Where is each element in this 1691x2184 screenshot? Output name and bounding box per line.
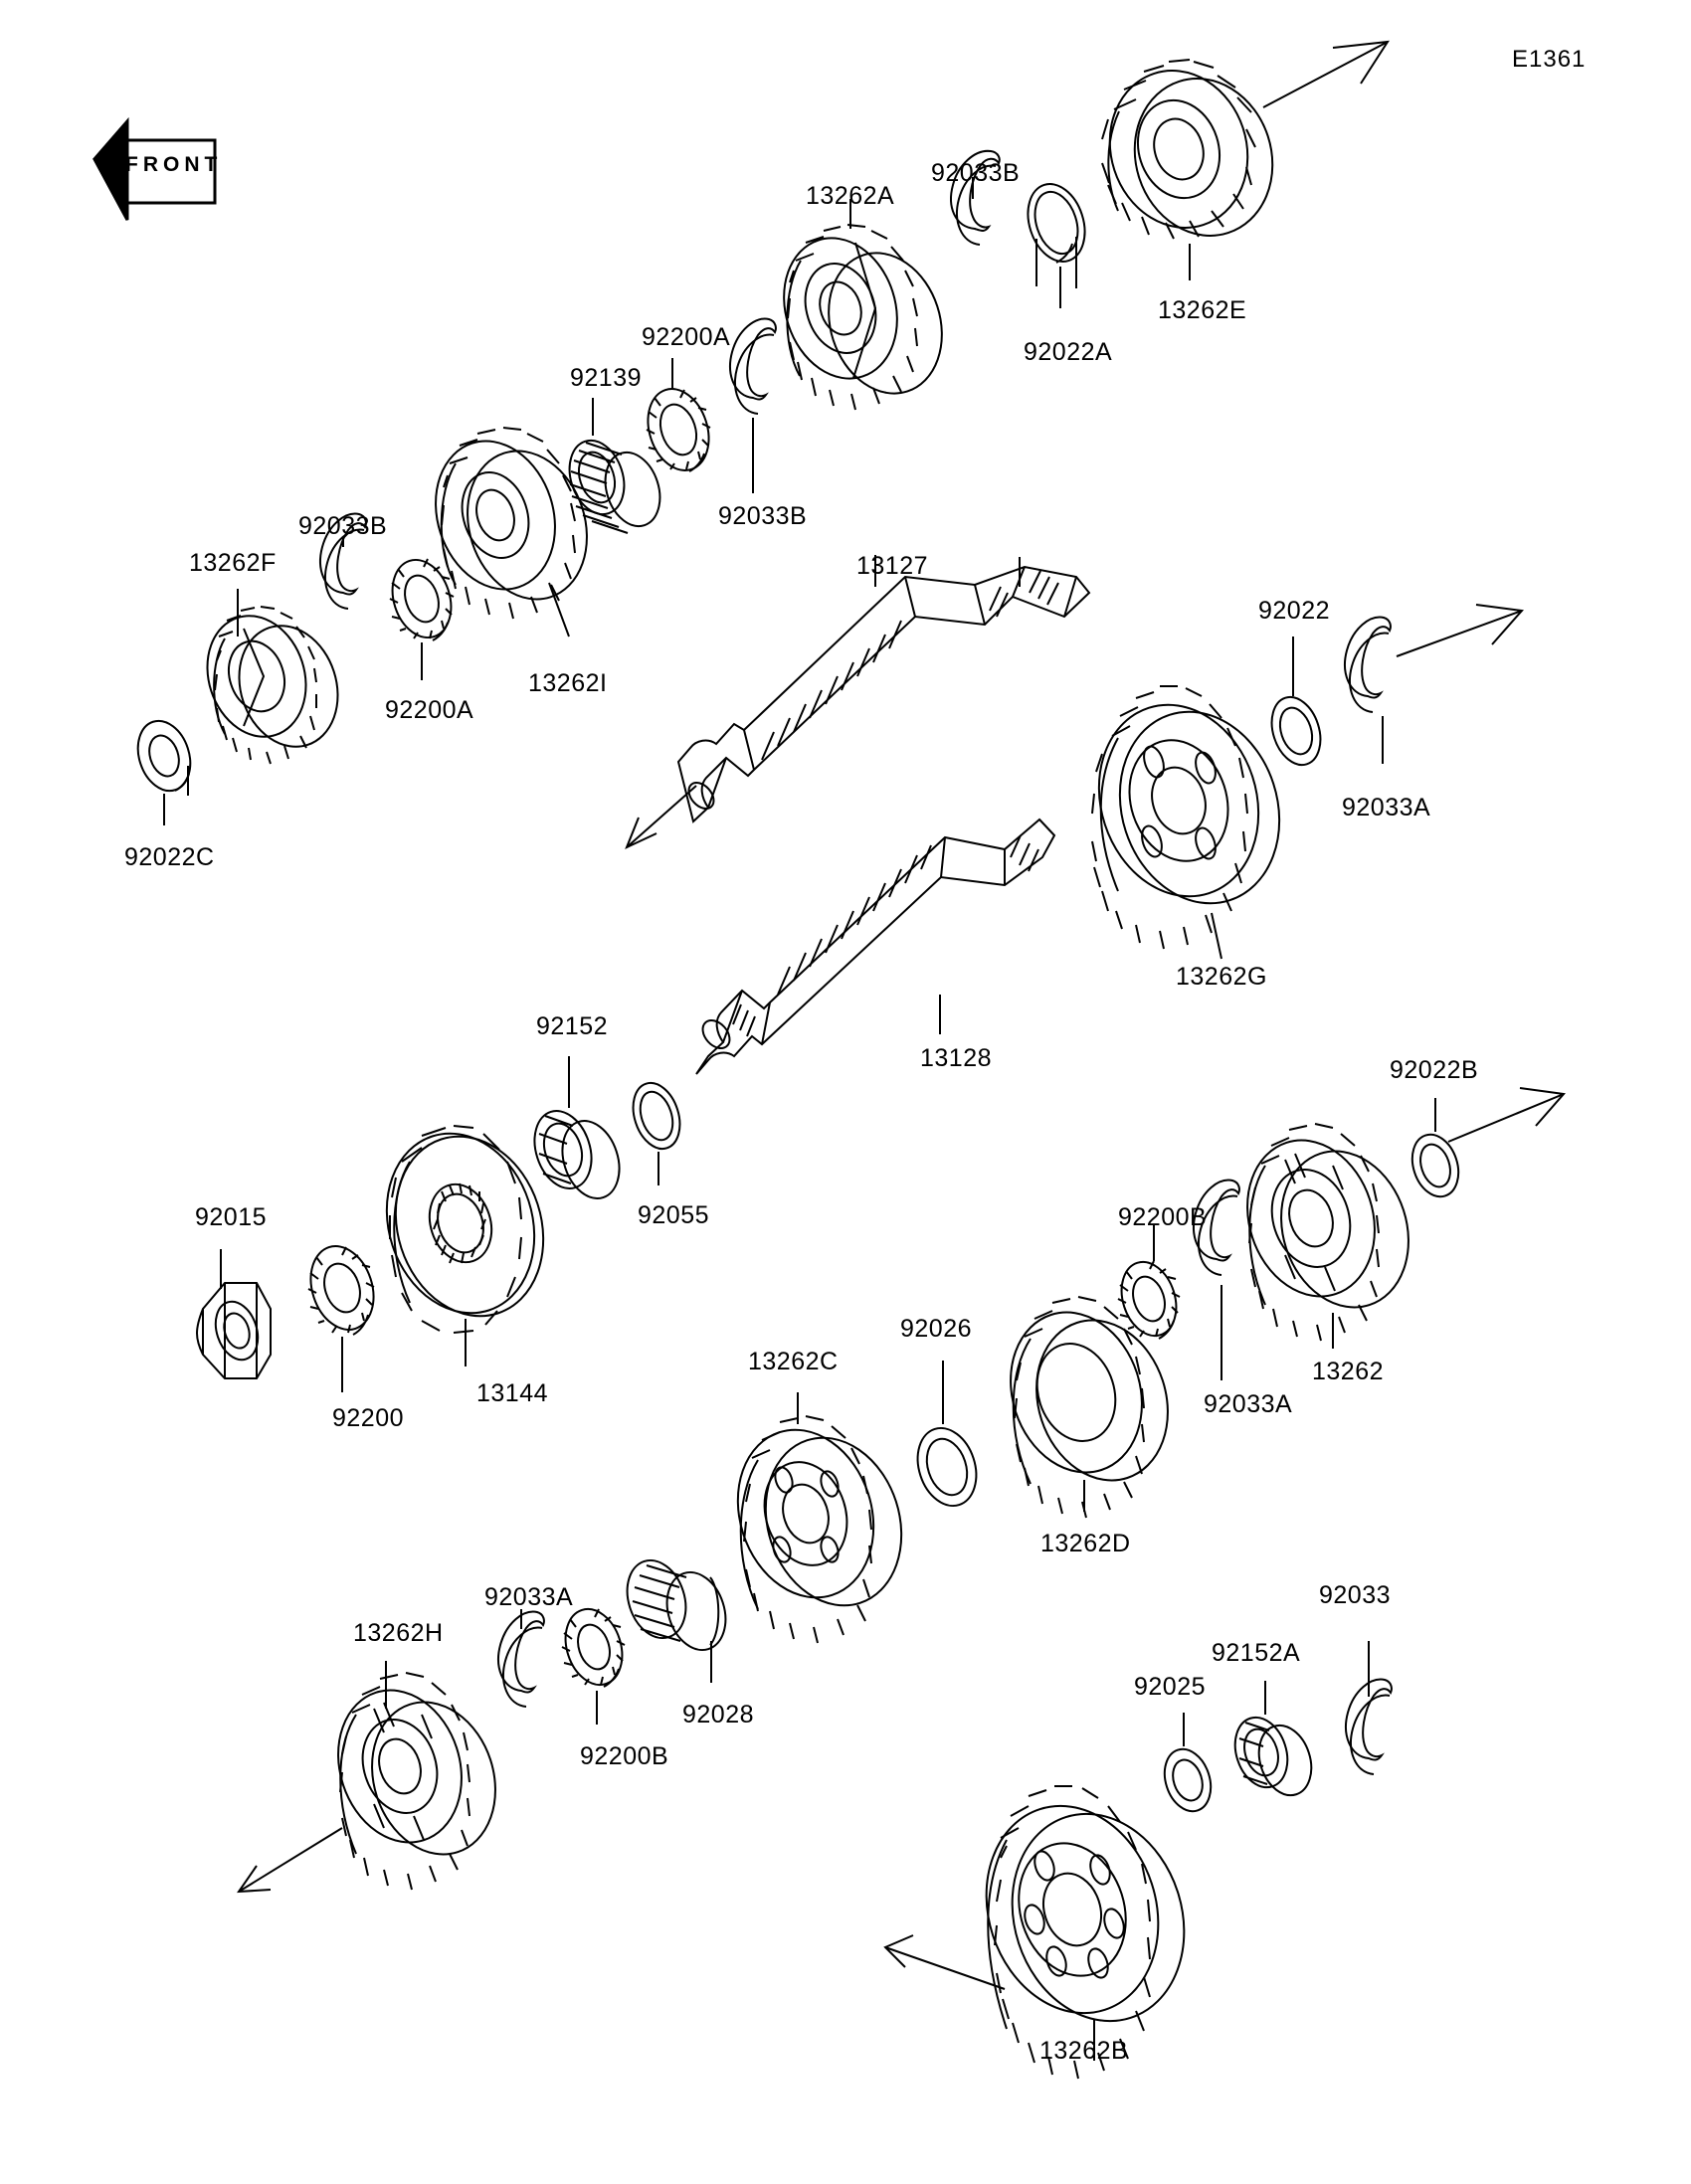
- part-label-92152A: 92152A: [1212, 1639, 1301, 1667]
- part-92022A: [1019, 177, 1094, 288]
- part-label-13262I: 13262I: [528, 669, 608, 697]
- part-13262G: [1075, 684, 1304, 949]
- part-92022C: [129, 714, 199, 798]
- part-label-13262G: 13262G: [1176, 963, 1267, 991]
- part-13262H: [319, 1673, 514, 1890]
- part-92015: [197, 1283, 271, 1378]
- part-13128-shaft: [696, 819, 1054, 1074]
- part-label-92033B-top: 92033B: [931, 159, 1021, 187]
- leader-13262E: [1263, 42, 1388, 107]
- part-label-92022A: 92022A: [1024, 338, 1113, 366]
- part-label-92033: 92033: [1319, 1581, 1392, 1609]
- part-92025: [1157, 1743, 1219, 1817]
- diagram-code: E1361: [1512, 46, 1587, 73]
- part-label-13127: 13127: [856, 552, 929, 580]
- part-13262D: [991, 1295, 1188, 1518]
- leader-13262H: [239, 1661, 386, 1892]
- part-label-92033B-left: 92033B: [298, 512, 388, 540]
- part-label-92022B: 92022B: [1390, 1056, 1479, 1084]
- part-label-13262D: 13262D: [1040, 1530, 1131, 1557]
- part-label-92152: 92152: [536, 1012, 609, 1040]
- part-label-13128: 13128: [920, 1044, 993, 1072]
- part-label-92015: 92015: [195, 1203, 268, 1231]
- part-92200B-left: [556, 1602, 631, 1693]
- part-92200A-top: [638, 381, 718, 478]
- part-label-92139: 92139: [570, 364, 643, 392]
- part-92022: [1263, 691, 1328, 772]
- part-label-92022: 92022: [1258, 597, 1331, 625]
- part-92028: [618, 1552, 735, 1657]
- part-13262E: [1090, 53, 1293, 254]
- part-92026: [908, 1420, 986, 1513]
- part-label-92033A-right: 92033A: [1342, 794, 1431, 821]
- part-92200A-left: [383, 552, 461, 644]
- part-92033B-mid: [730, 319, 776, 414]
- part-label-92200B-left: 92200B: [580, 1742, 669, 1770]
- part-label-92033A-mid: 92033A: [1204, 1390, 1293, 1418]
- part-label-13262C: 13262C: [748, 1348, 839, 1375]
- part-label-92033A-lowleft: 92033A: [484, 1583, 574, 1611]
- part-label-92200A-top: 92200A: [642, 323, 731, 351]
- part-label-13262F: 13262F: [189, 549, 277, 577]
- part-label-13262: 13262: [1312, 1358, 1385, 1385]
- leader-13262I: [549, 583, 569, 637]
- part-label-92200B-right: 92200B: [1118, 1203, 1208, 1231]
- part-13262F: [192, 603, 353, 764]
- part-13262A: [766, 224, 959, 410]
- part-label-92033B-mid: 92033B: [718, 502, 808, 530]
- part-92033A-right: [1345, 618, 1391, 712]
- part-13262C: [717, 1412, 923, 1643]
- part-label-13144: 13144: [476, 1379, 549, 1407]
- part-label-13262B: 13262B: [1039, 2037, 1129, 2065]
- part-13262B: [960, 1783, 1210, 2079]
- leader-92033A-right: [1383, 605, 1522, 764]
- part-label-92055: 92055: [638, 1201, 710, 1229]
- part-label-92200A-left: 92200A: [385, 696, 474, 724]
- part-92152: [525, 1104, 629, 1206]
- part-label-92026: 92026: [900, 1315, 973, 1343]
- front-marker-label: FRONT: [125, 153, 223, 176]
- part-label-92022C: 92022C: [124, 843, 215, 871]
- part-13262I: [417, 426, 605, 619]
- part-92200: [300, 1238, 384, 1338]
- part-92055: [626, 1077, 688, 1155]
- front-marker: [90, 111, 223, 201]
- part-92152A: [1226, 1711, 1320, 1802]
- leader-13262G: [1212, 913, 1221, 959]
- part-13127-shaft: [678, 567, 1089, 821]
- part-92022B: [1405, 1129, 1466, 1202]
- part-label-92200: 92200: [332, 1404, 405, 1432]
- part-label-13262A: 13262A: [806, 182, 895, 210]
- part-label-92025: 92025: [1134, 1673, 1207, 1701]
- part-label-92028: 92028: [682, 1701, 755, 1729]
- part-label-13262E: 13262E: [1158, 296, 1247, 324]
- part-13262: [1227, 1124, 1427, 1341]
- part-label-13262H: 13262H: [353, 1619, 444, 1647]
- leader-92022B: [1435, 1088, 1564, 1142]
- leader-13127: [627, 555, 1020, 847]
